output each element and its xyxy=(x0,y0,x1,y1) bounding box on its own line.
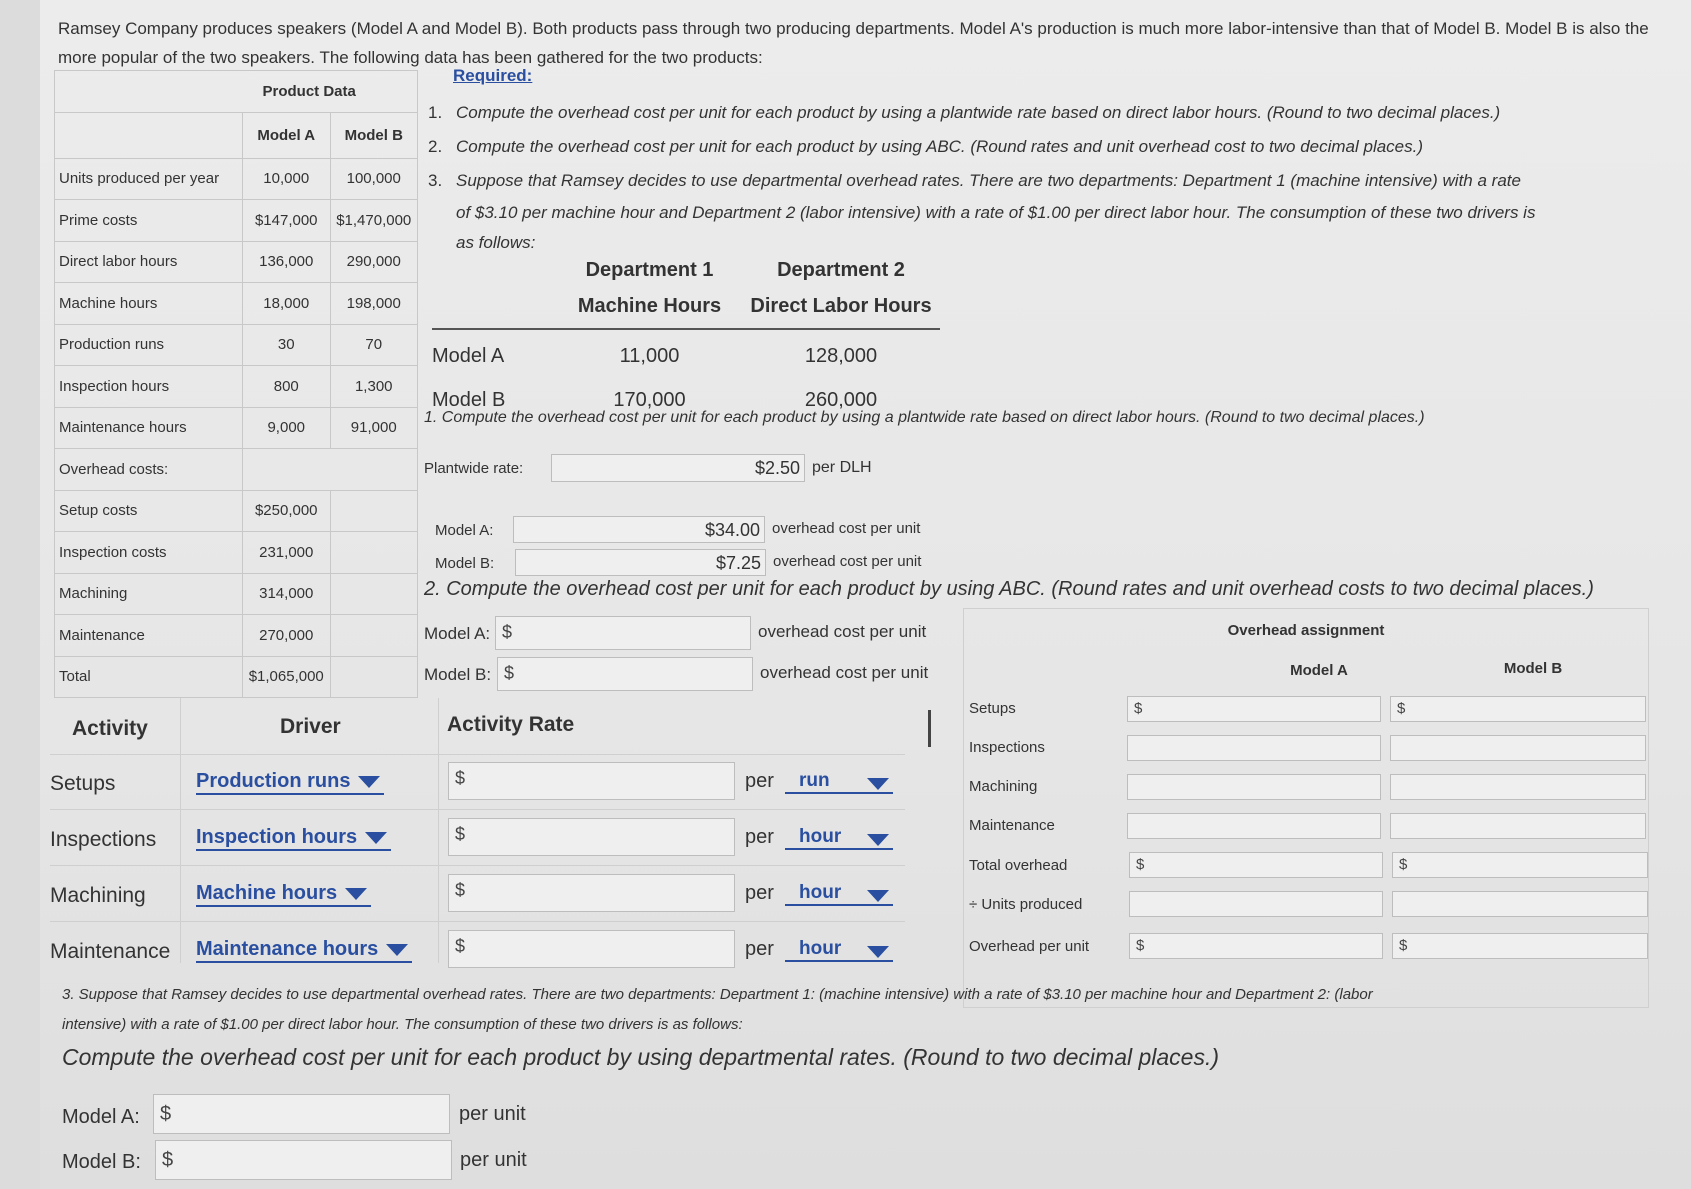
oa-col-model-a: Model A xyxy=(1290,662,1348,679)
q2-model-b-unit: overhead cost per unit xyxy=(760,663,929,682)
q3-model-b-input[interactable] xyxy=(155,1140,452,1180)
activity-row xyxy=(50,754,905,810)
activity-rate-input[interactable] xyxy=(448,762,735,800)
rate-unit-value: hour xyxy=(799,938,842,959)
cell-b: 290,000 xyxy=(330,241,418,283)
oa-maintenance-model-a-input[interactable] xyxy=(1127,813,1381,839)
req-1-text: Compute the overhead cost per unit for each product by using a plantwide rate based on direct labor hours. (Round to two decimal places.) xyxy=(456,103,1501,122)
driver-value: Inspection hours xyxy=(196,826,358,848)
row-label: Maintenance hours xyxy=(55,407,243,449)
rate-unit-value: hour xyxy=(799,826,842,847)
rate-unit-value: hour xyxy=(799,882,842,903)
oa-maintenance-model-b-input[interactable] xyxy=(1390,813,1646,839)
overhead-assignment-title: Overhead assignment xyxy=(1227,622,1385,639)
oa-total-model-b-input[interactable] xyxy=(1392,852,1648,878)
cell-a: 10,000 xyxy=(243,158,331,200)
row-label: Units produced per year xyxy=(55,158,243,200)
q1-model-a-unit: overhead cost per unit xyxy=(772,520,921,537)
cell-b: $1,470,000 xyxy=(330,200,418,242)
dept-row-label: Model B xyxy=(432,388,506,411)
dropdown-arrow-icon xyxy=(867,778,889,790)
rate-unit-dropdown[interactable] xyxy=(785,770,893,794)
row-label: Inspection hours xyxy=(55,366,243,408)
overhead-row-label: Machining xyxy=(55,573,243,615)
cell-a: 136,000 xyxy=(243,241,331,283)
overhead-value: 270,000 xyxy=(243,615,331,657)
q2-model-b-label: Model B: xyxy=(424,665,492,684)
dropdown-arrow-icon xyxy=(365,832,387,844)
required-heading: Required: xyxy=(453,66,533,85)
oa-row-label: Setups xyxy=(969,700,1016,717)
oa-inspections-model-b-input[interactable] xyxy=(1390,735,1646,761)
q1-model-a-label: Model A: xyxy=(435,522,494,539)
dollar-sign: $ xyxy=(1136,856,1145,873)
problem-intro: Ramsey Company produces speakers (Model A and Model B). Both products pass through two producing departments. Model A's production is much more labor-intensive than that of Model B. Model B is also the more popular of the two speakers. The following data has been gathered for the two products: xyxy=(58,19,1649,67)
req-3-text-c: as follows: xyxy=(456,233,536,252)
driver-dropdown[interactable] xyxy=(196,882,371,907)
oa-per-unit-model-b-input[interactable] xyxy=(1392,933,1648,959)
q1-model-a-value: $34.00 xyxy=(704,520,760,540)
driver-dropdown[interactable] xyxy=(196,826,391,851)
activity-row xyxy=(50,866,905,922)
rate-unit-dropdown[interactable] xyxy=(785,826,893,850)
question-2-text: 2. Compute the overhead cost per unit for each product by using ABC. (Round rates and unit overhead costs to two decimal places.) xyxy=(424,578,1594,600)
driver-dropdown[interactable] xyxy=(196,770,384,795)
q1-model-a-input[interactable] xyxy=(513,516,765,543)
cell-a: 800 xyxy=(243,366,331,408)
col-model-a: Model A xyxy=(243,112,331,158)
oa-setups-model-b-input[interactable] xyxy=(1390,696,1646,722)
oa-machining-model-a-input[interactable] xyxy=(1127,774,1381,800)
req-number: 1. xyxy=(428,103,443,122)
dropdown-arrow-icon xyxy=(867,834,889,846)
q3-text-a: 3. Suppose that Ramsey decides to use departmental overhead rates. There are two departments: Department 1: (machine intensive) with a rate of $3.10 per machine hour and Department 2: (labor xyxy=(62,986,1373,1003)
dept1-value: 11,000 xyxy=(619,344,680,367)
dollar-sign: $ xyxy=(1134,700,1143,717)
dollar-sign: $ xyxy=(1136,937,1145,954)
dept1-value: 170,000 xyxy=(613,388,686,411)
product-data-title: Product Data xyxy=(243,71,418,113)
cell-b: 91,000 xyxy=(330,407,418,449)
oa-col-model-b: Model B xyxy=(1503,660,1563,677)
dollar-sign: $ xyxy=(455,880,466,900)
row-label: Prime costs xyxy=(55,200,243,242)
q3-model-a-label: Model A: xyxy=(62,1106,140,1128)
oa-row-label: Machining xyxy=(969,778,1038,795)
oa-total-model-a-input[interactable] xyxy=(1129,852,1383,878)
oa-per-unit-model-a-input[interactable] xyxy=(1129,933,1383,959)
oa-inspections-model-a-input[interactable] xyxy=(1127,735,1381,761)
dept1-subheading: Machine Hours xyxy=(577,294,722,317)
dept2-heading: Department 2 xyxy=(777,258,905,281)
cell-a: 18,000 xyxy=(243,283,331,325)
driver-value: Maintenance hours xyxy=(196,938,379,960)
q2-model-a-input[interactable] xyxy=(495,616,751,650)
dollar-sign: $ xyxy=(504,663,515,683)
req-number: 2. xyxy=(428,137,443,156)
driver-value: Machine hours xyxy=(196,882,338,904)
dropdown-arrow-icon xyxy=(345,888,367,900)
rate-unit-dropdown[interactable] xyxy=(785,938,893,962)
activity-rate-input[interactable] xyxy=(448,874,735,912)
q1-model-b-input[interactable] xyxy=(515,549,766,576)
cell-a: 30 xyxy=(243,324,331,366)
dept2-value: 128,000 xyxy=(804,344,878,367)
row-label: Production runs xyxy=(55,324,243,366)
dollar-sign: $ xyxy=(162,1149,174,1171)
dollar-sign: $ xyxy=(455,936,466,956)
oa-setups-model-a-input[interactable] xyxy=(1127,696,1381,722)
overhead-row-label: Maintenance xyxy=(55,615,243,657)
dept1-heading: Department 1 xyxy=(585,258,714,281)
activity-name: Maintenance xyxy=(50,940,171,963)
question-3-prompt: Compute the overhead cost per unit for each product by using departmental rates. (Round to two decimal places.) xyxy=(62,1044,1220,1070)
rate-unit-dropdown[interactable] xyxy=(785,882,893,906)
q2-model-b-input[interactable] xyxy=(497,657,753,691)
per-label: per xyxy=(745,770,774,792)
row-label: Direct labor hours xyxy=(55,241,243,283)
per-label: per xyxy=(745,938,774,960)
question-3-text xyxy=(62,980,1462,1040)
q1-model-b-value: $7.25 xyxy=(715,553,761,573)
col-model-b: Model B xyxy=(330,112,418,158)
dropdown-arrow-icon xyxy=(358,776,380,788)
per-label: per xyxy=(745,882,774,904)
driver-header: Driver xyxy=(280,715,341,738)
requirements-list xyxy=(428,96,1668,258)
question-1-text: 1. Compute the overhead cost per unit for each product by using a plantwide rate based on direct labor hours. (Round to two decimal places.) xyxy=(424,409,1425,426)
req-2-text: Compute the overhead cost per unit for each product by using ABC. (Round rates and unit overhead cost to two decimal places.) xyxy=(456,137,1424,156)
activity-name: Inspections xyxy=(50,828,157,851)
oa-row-label: Inspections xyxy=(969,739,1045,756)
dollar-sign: $ xyxy=(502,622,513,642)
overhead-value: $1,065,000 xyxy=(243,656,331,698)
dropdown-arrow-icon xyxy=(386,944,408,956)
overhead-row-label: Setup costs xyxy=(55,490,243,532)
oa-units-model-a-input[interactable] xyxy=(1129,891,1383,917)
overhead-value: 231,000 xyxy=(243,532,331,574)
activity-name: Setups xyxy=(50,772,116,795)
text-cursor xyxy=(928,710,931,747)
driver-value: Production runs xyxy=(196,770,351,792)
oa-row-label: Total overhead xyxy=(969,857,1068,874)
activity-rate-input[interactable] xyxy=(448,818,735,856)
rate-unit-value: run xyxy=(799,770,830,791)
oa-row-label: ÷ Units produced xyxy=(969,896,1083,913)
cell-b: 198,000 xyxy=(330,283,418,325)
product-data-table xyxy=(54,70,418,698)
overhead-value: 314,000 xyxy=(243,573,331,615)
cell-b: 1,300 xyxy=(330,366,418,408)
req-3-text-a: Suppose that Ramsey decides to use departmental overhead rates. There are two departments: Department 1 (machine intensive) with a rate xyxy=(456,171,1521,190)
oa-units-model-b-input[interactable] xyxy=(1392,891,1648,917)
cell-b: 100,000 xyxy=(330,158,418,200)
req-3-text-b: of $3.10 per machine hour and Department 2 (labor intensive) with a rate of $1.00 per direct labor hour. The consumption of these two drivers is xyxy=(456,203,1536,222)
plantwide-unit: per DLH xyxy=(812,459,872,476)
dept2-subheading: Direct Labor Hours xyxy=(750,294,932,317)
oa-row-label: Maintenance xyxy=(969,817,1055,834)
q2-model-a-label: Model A: xyxy=(424,624,491,643)
q3-model-a-unit: per unit xyxy=(459,1103,526,1125)
dollar-sign: $ xyxy=(455,824,466,844)
per-label: per xyxy=(745,826,774,848)
overhead-costs-label: Overhead costs: xyxy=(55,449,243,491)
oa-row-label: Overhead per unit xyxy=(969,938,1090,955)
q3-model-a-input[interactable] xyxy=(153,1094,450,1134)
q3-model-b-unit: per unit xyxy=(460,1149,527,1171)
q3-model-b-label: Model B: xyxy=(62,1151,141,1173)
q1-model-b-label: Model B: xyxy=(435,555,495,572)
overhead-row-label: Inspection costs xyxy=(55,532,243,574)
activity-rate-header: Activity Rate xyxy=(447,713,575,736)
q1-model-b-unit: overhead cost per unit xyxy=(773,553,922,570)
activity-row xyxy=(50,810,905,866)
dropdown-arrow-icon xyxy=(867,946,889,958)
dollar-sign: $ xyxy=(1399,937,1408,954)
cell-b: 70 xyxy=(330,324,418,366)
activity-header: Activity xyxy=(72,717,148,740)
dollar-sign: $ xyxy=(1397,700,1406,717)
q2-model-a-unit: overhead cost per unit xyxy=(758,622,927,641)
dept-row-label: Model A xyxy=(432,344,505,367)
req-number: 3. xyxy=(428,171,443,190)
dept2-value: 260,000 xyxy=(804,388,878,411)
overhead-value: $250,000 xyxy=(243,490,331,532)
dollar-sign: $ xyxy=(160,1103,172,1125)
q3-text-b: intensive) with a rate of $1.00 per direct labor hour. The consumption of these two drivers is as follows: xyxy=(62,1016,743,1033)
activity-rate-input[interactable] xyxy=(448,930,735,968)
activity-row xyxy=(50,922,905,978)
activity-name: Machining xyxy=(50,884,146,907)
department-table xyxy=(432,252,940,422)
dollar-sign: $ xyxy=(455,768,466,788)
cell-a: $147,000 xyxy=(243,200,331,242)
driver-dropdown[interactable] xyxy=(196,938,412,963)
overhead-row-label: Total xyxy=(55,656,243,698)
oa-machining-model-b-input[interactable] xyxy=(1390,774,1646,800)
plantwide-rate-value: $2.50 xyxy=(754,458,800,478)
plantwide-rate-label: Plantwide rate: xyxy=(424,460,524,477)
cell-a: 9,000 xyxy=(243,407,331,449)
dollar-sign: $ xyxy=(1399,856,1408,873)
plantwide-rate-input[interactable] xyxy=(551,454,805,482)
row-label: Machine hours xyxy=(55,283,243,325)
dropdown-arrow-icon xyxy=(867,890,889,902)
